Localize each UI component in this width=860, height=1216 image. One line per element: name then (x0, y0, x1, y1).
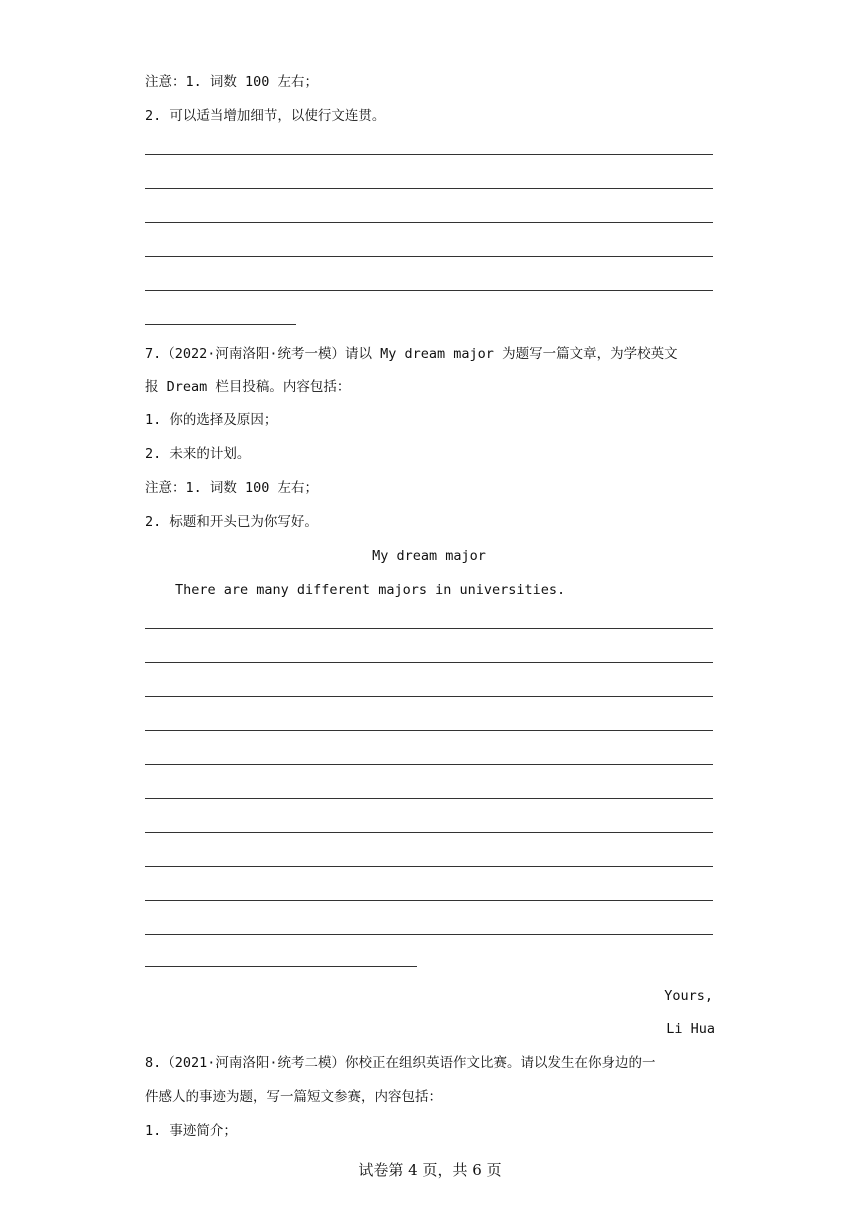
answer-line (145, 290, 713, 291)
answer-line (145, 798, 713, 799)
note-word-count: 注意：1. 词数 100 左右； (145, 74, 319, 90)
answer-line (145, 628, 713, 629)
answer-line (145, 188, 713, 189)
answer-line (145, 696, 713, 697)
question-8-prompt-line-1: 8.（2021·河南洛阳·统考二模）你校正在组织英语作文比赛。请以发生在你身边的一 (145, 1055, 656, 1071)
letter-signature: Li Hua (666, 1021, 715, 1037)
question-7-item-2: 2. 未来的计划。 (145, 446, 251, 462)
answer-line (145, 934, 713, 935)
answer-line (145, 900, 713, 901)
essay-opening-sentence: There are many different majors in universities. (175, 582, 566, 598)
answer-line (145, 256, 713, 257)
question-8-item-1: 1. 事迹简介； (145, 1123, 237, 1139)
question-7-note-2: 2. 标题和开头已为你写好。 (145, 514, 318, 530)
answer-line (145, 222, 713, 223)
question-7-item-1: 1. 你的选择及原因； (145, 412, 278, 428)
essay-title: My dream major (372, 548, 486, 564)
question-7-prompt-line-2: 报 Dream 栏目投稿。内容包括： (145, 379, 351, 395)
question-8-prompt-line-2: 件感人的事迹为题，写一篇短文参赛，内容包括： (145, 1089, 442, 1105)
question-7-prompt-line-1: 7.（2022·河南洛阳·统考一模）请以 My dream major 为题写一篇文章，为学校英文 (145, 346, 678, 362)
answer-line (145, 764, 713, 765)
answer-line (145, 832, 713, 833)
question-7-note-1: 注意：1. 词数 100 左右； (145, 480, 319, 496)
note-add-details: 2. 可以适当增加细节，以使行文连贯。 (145, 108, 386, 124)
answer-line (145, 662, 713, 663)
answer-line (145, 154, 713, 155)
answer-line-short (145, 324, 296, 325)
answer-line (145, 730, 713, 731)
answer-line (145, 866, 713, 867)
page-footer: 试卷第 4 页，共 6 页 (358, 1161, 502, 1179)
answer-line-short (145, 966, 417, 967)
letter-closing: Yours, (664, 988, 713, 1004)
